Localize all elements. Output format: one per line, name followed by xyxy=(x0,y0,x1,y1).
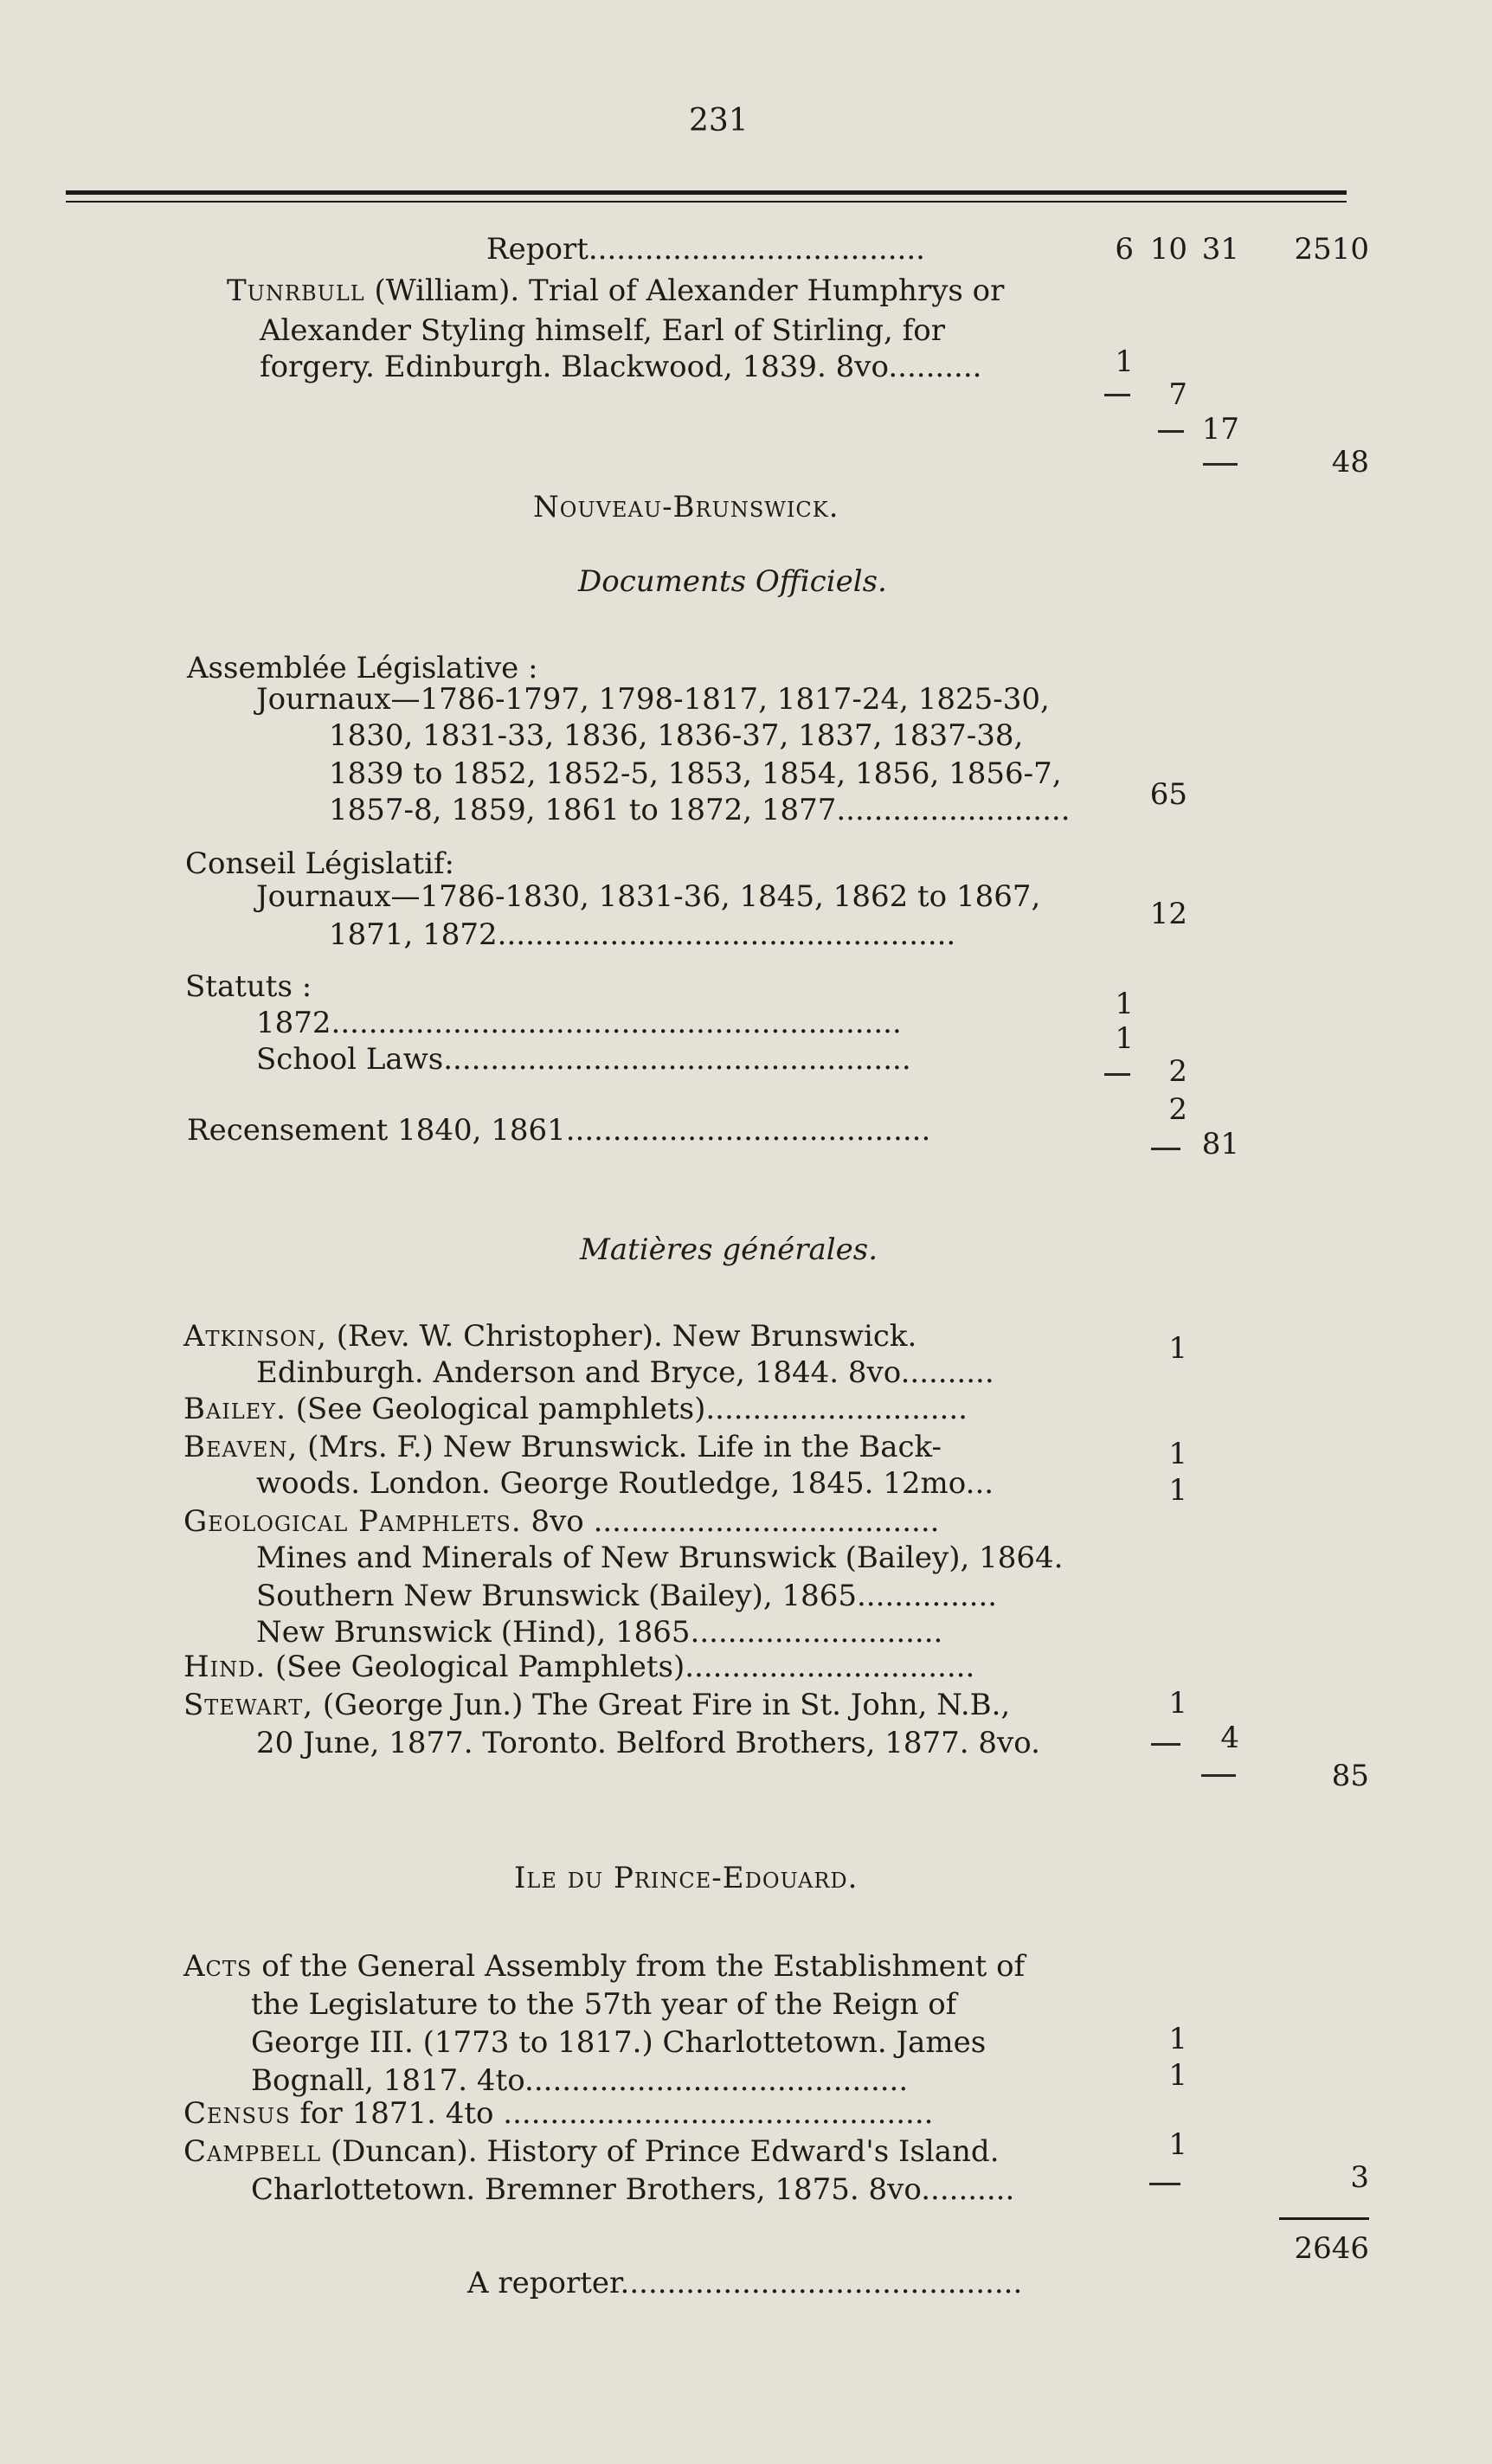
bailey-line xyxy=(183,1392,968,1426)
geo-val: 1 xyxy=(1168,1473,1187,1508)
geo-line4: New Brunswick (Hind), 1865........................... xyxy=(256,1615,943,1650)
sub-7: 7 xyxy=(1168,377,1187,412)
campbell-line2: Charlottetown. Bremner Brothers, 1875. 8vo.......... xyxy=(251,2172,1015,2207)
report-line: Report.................................... xyxy=(486,232,925,267)
atkinson-line2: Edinburgh. Anderson and Bryce, 1844. 8vo.......... xyxy=(256,1355,994,1390)
reporter-line: A reporter........................................... xyxy=(467,2266,1023,2300)
stewart-val: 1 xyxy=(1168,1686,1187,1721)
campbell-val: 1 xyxy=(1168,2127,1187,2162)
journaux1-line3: 1839 to 1852, 1852-5, 1853, 1854, 1856, 1856-7, xyxy=(329,756,1062,791)
recensement-val: 2 xyxy=(1168,1092,1187,1127)
campbell-name: Campbell xyxy=(183,2134,322,2169)
dash-4 xyxy=(1151,1743,1180,1746)
beaven-line1 xyxy=(183,1430,942,1464)
header-rule-thick xyxy=(66,190,1347,195)
report-val-1: 6 xyxy=(1115,232,1134,267)
heading-documents-officiels: Documents Officiels. xyxy=(578,564,887,599)
report-val-3: 31 xyxy=(1201,232,1239,267)
tunbull-entry-line1 xyxy=(227,273,1004,308)
beaven-name: Beaven, xyxy=(183,1430,299,1464)
bailey-name: Bailey. xyxy=(183,1392,286,1426)
statuts-label: Statuts : xyxy=(185,969,312,1004)
tunbull-text-1: (William). Trial of Alexander Humphrys or xyxy=(374,273,1005,308)
census-line xyxy=(183,2096,933,2131)
journaux1-line2: 1830, 1831-33, 1836, 1836-37, 1837, 1837-38, xyxy=(329,718,1024,753)
dash-81 xyxy=(1151,1148,1180,1150)
journaux1-val: 65 xyxy=(1149,777,1187,812)
recensement: Recensement 1840, 1861....................................... xyxy=(187,1113,931,1148)
bailey-text: (See Geological pamphlets)............................ xyxy=(295,1392,968,1426)
report-val-2: 10 xyxy=(1149,232,1187,267)
tunbull-entry-line3: forgery. Edinburgh. Blackwood, 1839. 8vo.......... xyxy=(260,350,982,384)
dash-85 xyxy=(1201,1774,1236,1777)
sub-4: 4 xyxy=(1220,1721,1239,1755)
census-val: 1 xyxy=(1168,2058,1187,2093)
acts-val: 1 xyxy=(1168,2022,1187,2056)
tunbull-name: Tunrbull xyxy=(227,273,365,308)
acts-line4: Bognall, 1817. 4to......................................... xyxy=(251,2063,909,2098)
school-laws-val: 1 xyxy=(1115,1021,1134,1056)
stewart-line2: 20 June, 1877. Toronto. Belford Brothers, 1877. 8vo. xyxy=(256,1726,1040,1760)
atkinson-name: Atkinson, xyxy=(183,1319,327,1354)
journaux2-val: 12 xyxy=(1149,897,1187,931)
hind-name: Hind. xyxy=(183,1650,267,1684)
beaven-text-1: (Mrs. F.) New Brunswick. Life in the Back- xyxy=(307,1430,942,1464)
geo-line3: Southern New Brunswick (Bailey), 1865............... xyxy=(256,1579,998,1613)
geo-text-1: 8vo ..................................... xyxy=(531,1504,940,1539)
journaux2-line2: 1871, 1872................................................. xyxy=(329,917,956,952)
campbell-line1 xyxy=(183,2134,1000,2169)
sub-2a: 2 xyxy=(1168,1054,1187,1089)
dash-7 xyxy=(1104,394,1130,396)
atkinson-line1 xyxy=(183,1319,916,1354)
conseil-label: Conseil Législatif: xyxy=(185,846,455,881)
statuts-1872-val: 1 xyxy=(1115,987,1134,1021)
hind-line xyxy=(183,1650,974,1684)
acts-line3: George III. (1773 to 1817.) Charlottetown. James xyxy=(251,2025,987,2060)
sub-17: 17 xyxy=(1201,412,1239,447)
atkinson-val: 1 xyxy=(1168,1331,1187,1366)
hind-text: (See Geological Pamphlets)............................... xyxy=(275,1650,975,1684)
journaux1-line4: 1857-8, 1859, 1861 to 1872, 1877......................... xyxy=(329,793,1071,827)
stewart-name: Stewart, xyxy=(183,1688,314,1722)
sub-81: 81 xyxy=(1201,1127,1239,1161)
tunbull-entry-line2: Alexander Styling himself, Earl of Stirling, for xyxy=(260,313,945,348)
campbell-text-1: (Duncan). History of Prince Edward's Island. xyxy=(330,2134,1000,2169)
heading-ile-du-prince-edouard: Ile du Prince-Edouard. xyxy=(514,1861,859,1895)
stewart-text-1: (George Jun.) The Great Fire in St. John, N.B., xyxy=(322,1688,1011,1722)
header-rule-thin xyxy=(66,201,1347,203)
census-text: for 1871. 4to .............................................. xyxy=(299,2096,934,2131)
acts-line2: the Legislature to the 57th year of the Reign of xyxy=(251,1987,957,2022)
acts-line1 xyxy=(183,1949,1025,1984)
beaven-val: 1 xyxy=(1168,1437,1187,1471)
acts-name: Acts xyxy=(183,1949,253,1984)
total-48: 48 xyxy=(1331,445,1369,479)
beaven-line2: woods. London. George Routledge, 1845. 12mo... xyxy=(256,1466,994,1501)
dash-17 xyxy=(1158,430,1184,433)
assemblee-label: Assemblée Législative : xyxy=(187,651,538,685)
page-number: 231 xyxy=(689,103,749,138)
grand-total: 2646 xyxy=(1294,2231,1369,2266)
heading-nouveau-brunswick: Nouveau-Brunswick. xyxy=(533,490,839,524)
geo-name: Geological Pamphlets. xyxy=(183,1504,522,1539)
total-rule xyxy=(1279,2217,1369,2220)
total-85: 85 xyxy=(1331,1759,1369,1793)
tunbull-val: 1 xyxy=(1115,344,1134,379)
geo-line1 xyxy=(183,1504,939,1539)
census-name: Census xyxy=(183,2096,291,2131)
dash-3 xyxy=(1149,2183,1180,2185)
journaux1-line1: Journaux—1786-1797, 1798-1817, 1817-24, 1825-30, xyxy=(256,682,1050,717)
dash-2a xyxy=(1104,1073,1130,1076)
school-laws: School Laws.................................................. xyxy=(256,1042,911,1077)
heading-matieres-generales: Matières générales. xyxy=(580,1232,878,1267)
stewart-line1 xyxy=(183,1688,1010,1722)
statuts-1872: 1872............................................................. xyxy=(256,1006,902,1040)
acts-text-1: of the General Assembly from the Establishment of xyxy=(261,1949,1026,1984)
journaux2-line1: Journaux—1786-1830, 1831-36, 1845, 1862 to 1867, xyxy=(256,879,1041,914)
total-3: 3 xyxy=(1350,2160,1369,2195)
atkinson-text-1: (Rev. W. Christopher). New Brunswick. xyxy=(336,1319,917,1354)
geo-line2: Mines and Minerals of New Brunswick (Bailey), 1864. xyxy=(256,1541,1064,1575)
report-val-4: 2510 xyxy=(1294,232,1369,267)
dash-48 xyxy=(1203,463,1238,466)
